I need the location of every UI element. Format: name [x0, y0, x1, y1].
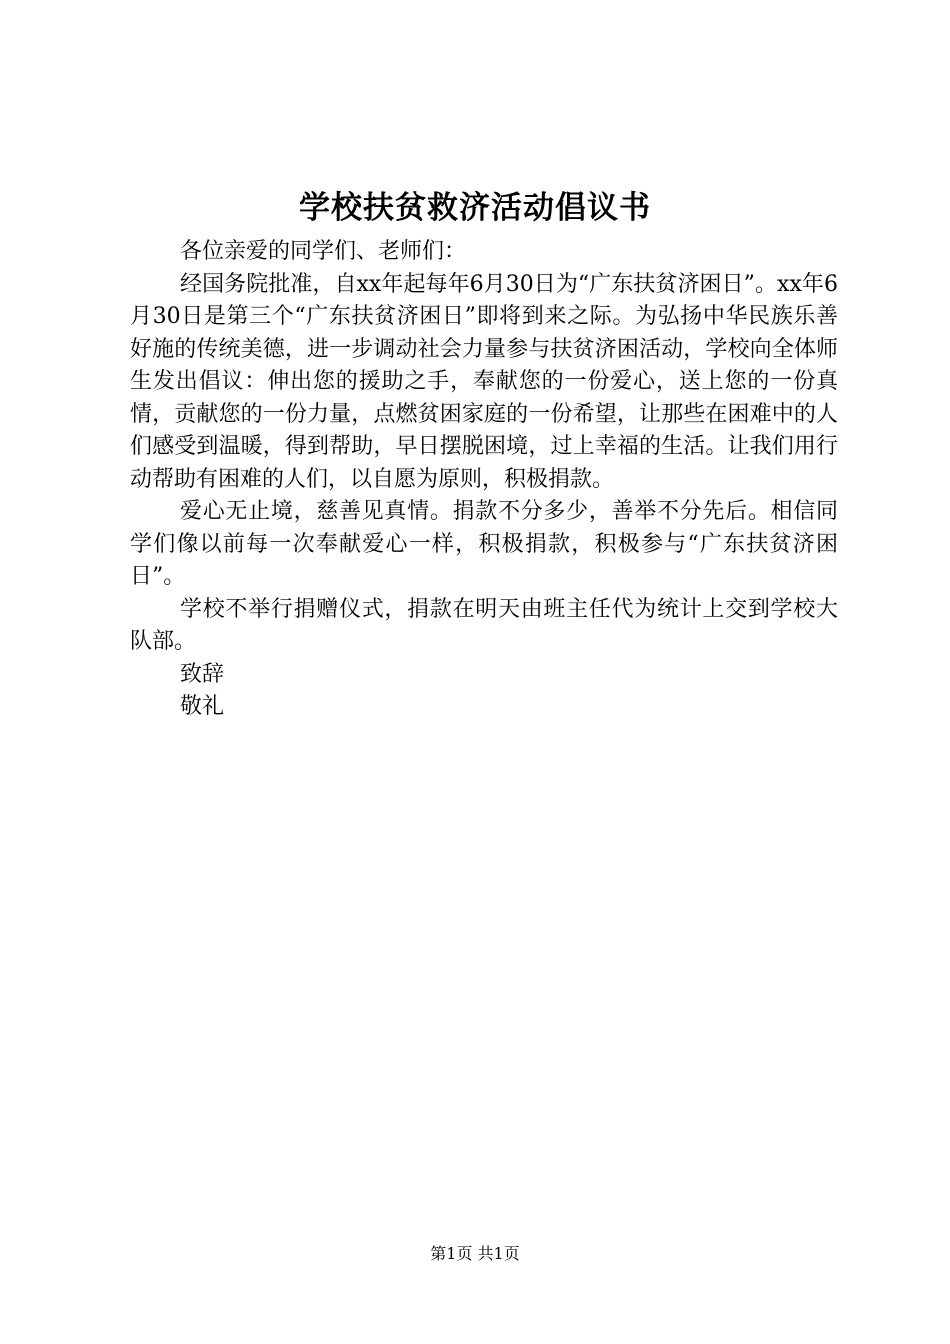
paragraph-1: 经国务院批准，自xx年起每年6月30日为“广东扶贫济困日”。xx年6月30日是第三个“广东扶贫济困日”即将到来之际。为弘扬中华民族乐善好施的传统美德，进一步调动社会力量参与扶贫济困活动，学校向全体师生发出倡议：伸出您的援助之手，奉献您的一份爱心，送上您的一份真情，贡献您的一份力量，点燃贫困家庭的一份希望，让那些在困难中的人们感受到温暖，得到帮助，早日摆脱困境，过上幸福的生活。让我们用行动帮助有困难的人们，以自愿为原则，积极捐款。	[130, 271, 838, 492]
paragraph-3: 学校不举行捐赠仪式，捐款在明天由班主任代为统计上交到学校大队部。	[130, 596, 838, 654]
page-footer: 第1页 共1页	[430, 1244, 520, 1263]
document-body	[130, 236, 838, 724]
closing-salute: 敬礼	[180, 694, 225, 719]
document-title: 学校扶贫救济活动倡议书	[299, 190, 651, 226]
salutation: 各位亲爱的同学们、老师们：	[180, 239, 467, 264]
closing-regards: 致辞	[180, 661, 225, 687]
paragraph-2: 爱心无止境，慈善见真情。捐款不分多少，善举不分先后。相信同学们像以前每一次奉献爱心一样，积极捐款，积极参与“广东扶贫济困日”。	[130, 499, 838, 589]
